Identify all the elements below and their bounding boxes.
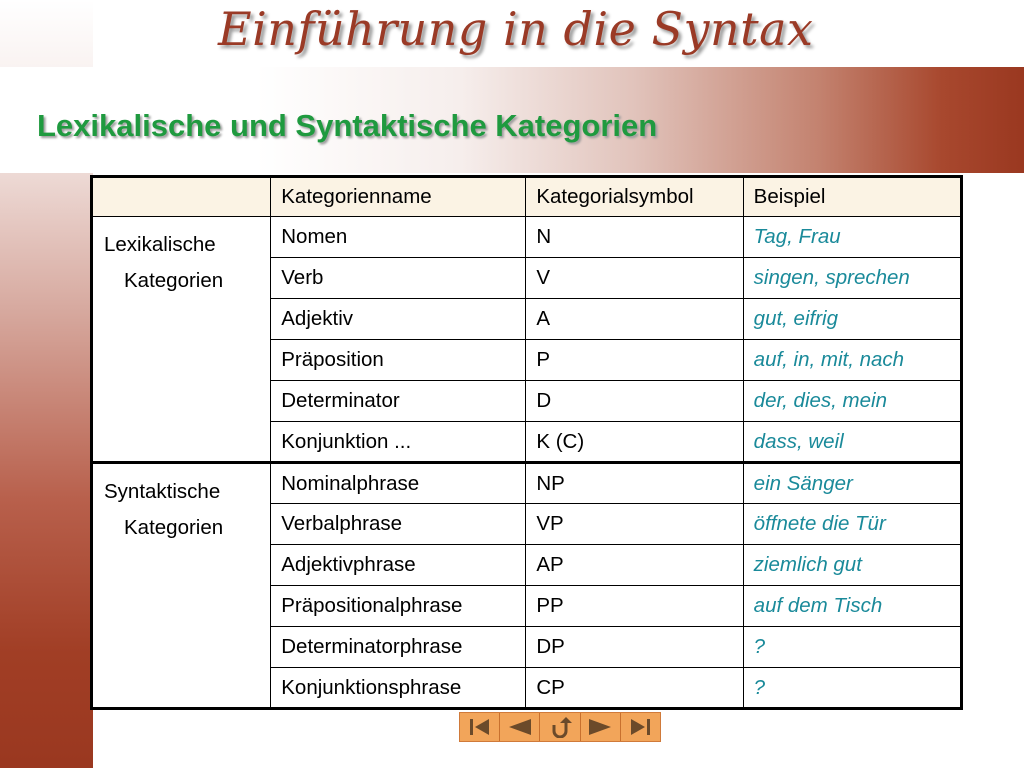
category-symbol-cell: A xyxy=(526,299,743,340)
first-slide-button[interactable] xyxy=(460,713,500,741)
example-cell: singen, sprechen xyxy=(743,258,961,299)
category-symbol-cell: AP xyxy=(526,545,743,586)
example-cell: der, dies, mein xyxy=(743,381,961,422)
example-cell: dass, weil xyxy=(743,422,961,463)
group-label-line: Kategorien xyxy=(124,516,224,539)
first-slide-icon xyxy=(467,716,493,738)
example-cell: auf dem Tisch xyxy=(743,586,961,627)
previous-slide-button[interactable] xyxy=(500,713,540,741)
group-label-line: Kategorien xyxy=(124,269,224,292)
example-cell: öffnete die Tür xyxy=(743,504,961,545)
category-symbol-cell: PP xyxy=(526,586,743,627)
category-name-cell: Determinatorphrase xyxy=(271,627,526,668)
category-symbol-cell: DP xyxy=(526,627,743,668)
category-name-cell: Verb xyxy=(271,258,526,299)
category-symbol-cell: NP xyxy=(526,463,743,504)
example-cell: ziemlich gut xyxy=(743,545,961,586)
group-label-syntactic xyxy=(92,463,271,709)
header-cell-empty xyxy=(92,177,271,217)
category-symbol-cell: CP xyxy=(526,668,743,709)
return-button[interactable] xyxy=(540,713,580,741)
category-symbol-cell: D xyxy=(526,381,743,422)
example-cell: gut, eifrig xyxy=(743,299,961,340)
example-cell: ein Sänger xyxy=(743,463,961,504)
category-name-cell: Determinator xyxy=(271,381,526,422)
last-slide-button[interactable] xyxy=(621,713,660,741)
category-name-cell: Präpositionalphrase xyxy=(271,586,526,627)
return-icon xyxy=(548,716,572,738)
category-symbol-cell: P xyxy=(526,340,743,381)
category-name-cell: Präposition xyxy=(271,340,526,381)
slide-navigation xyxy=(459,712,661,742)
header-title: Einführung in die Syntax xyxy=(218,2,814,56)
next-slide-button[interactable] xyxy=(581,713,621,741)
page-title: Lexikalische und Syntaktische Kategorien xyxy=(37,108,658,143)
category-name-cell: Nomen xyxy=(271,217,526,258)
previous-slide-icon xyxy=(505,716,535,738)
example-cell: auf, in, mit, nach xyxy=(743,340,961,381)
table-row xyxy=(92,463,962,504)
header-cell-kategorialsymbol: Kategorialsymbol xyxy=(526,177,743,217)
category-name-cell: Adjektivphrase xyxy=(271,545,526,586)
example-cell: ? xyxy=(743,627,961,668)
category-symbol-cell: VP xyxy=(526,504,743,545)
category-symbol-cell: V xyxy=(526,258,743,299)
category-symbol-cell: K (C) xyxy=(526,422,743,463)
table-header-row xyxy=(92,177,962,217)
category-name-cell: Adjektiv xyxy=(271,299,526,340)
category-name-cell: Konjunktion ... xyxy=(271,422,526,463)
category-name-cell: Nominalphrase xyxy=(271,463,526,504)
group-label-line: Syntaktische xyxy=(104,480,221,503)
header-cell-beispiel: Beispiel xyxy=(743,177,961,217)
category-name-cell: Konjunktionsphrase xyxy=(271,668,526,709)
group-label-lexical xyxy=(92,217,271,463)
group-label-line: Lexikalische xyxy=(104,233,216,256)
example-cell: Tag, Frau xyxy=(743,217,961,258)
last-slide-icon xyxy=(627,716,653,738)
example-cell: ? xyxy=(743,668,961,709)
table-row xyxy=(92,217,962,258)
next-slide-icon xyxy=(585,716,615,738)
category-symbol-cell: N xyxy=(526,217,743,258)
category-table xyxy=(90,175,963,710)
category-name-cell: Verbalphrase xyxy=(271,504,526,545)
header-cell-kategorienname: Kategorienname xyxy=(271,177,526,217)
